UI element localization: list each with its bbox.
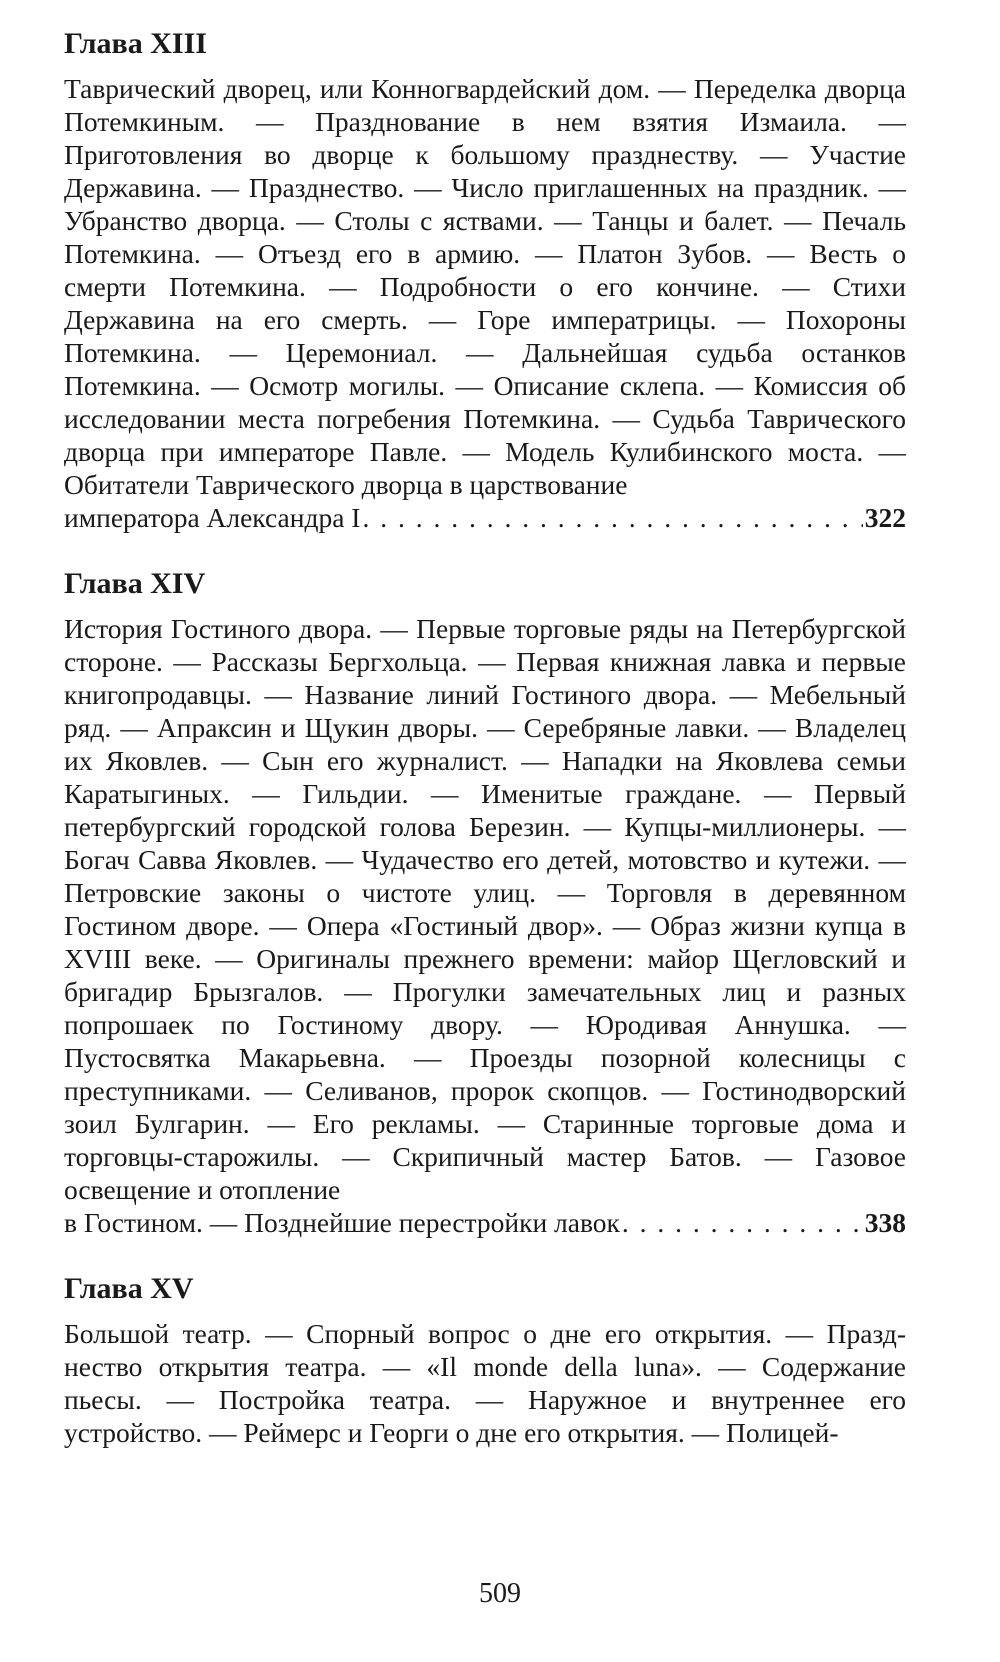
page-number: 509 [479, 1578, 521, 1609]
page-reference: 322 [864, 502, 906, 533]
chapter-title: Глава XV [64, 1272, 194, 1305]
chapter-summary-end: императора Александра I [64, 502, 361, 533]
chapter-xv [64, 1269, 906, 1449]
chapter-summary-end: в Гостином. — Позднейшие перестройки лавок [64, 1207, 620, 1238]
chapter-title: Глава XIII [64, 27, 207, 60]
toc-entry-line [64, 1206, 906, 1239]
chapter-xiv [64, 564, 906, 1239]
chapter-xiii [64, 24, 906, 534]
toc-page [64, 24, 906, 1479]
page-reference: 338 [864, 1207, 906, 1238]
dot-leader [362, 501, 862, 534]
dot-leader [622, 1206, 863, 1239]
chapter-title: Глава XIV [64, 567, 206, 600]
toc-entry-line [64, 501, 906, 534]
chapter-summary: Таврический дворец, или Конногвардейский дом. — Переделка дворца Потемкиным. — Празднование в нем взятия Измаила. — Приготовления во дворце к большому празднеству. — Участие Державина. — Празднество. — Число приглашенных на праздник. — Убранство дворца. — Столы с яствами. — Танцы и балет. — Печаль Потемкина. — Отъезд его в армию. — Платон Зубов. — Весть о смерти Потемкина. — Подробности о его кончине. — Стихи Державина на его смерть. — Горе императрицы. — Похороны Потемкина. — Церемониал. — Дальнейшая судьба останков Потемкина. — Осмотр могилы. — Описание склепа. — Комиссия об исследовании места погребения Потемкина. — Судьба Таврического дворца при императоре Павле. — Модель Кулибинского моста. — Обитатели Таврического дворца в царствование [64, 73, 906, 500]
chapter-summary: История Гостиного двора. — Первые торговые ряды на Петербургской стороне. — Рассказы Бергхольца. — Первая книжная лавка и первые книгопродавцы. — Название линий Гостиного двора. — Мебельный ряд. — Апраксин и Щукин дворы. — Серебряные лавки. — Владелец их Яковлев. — Сын его журналист. — Нападки на Яковлева семьи Каратыгиных. — Гильдии. — Именитые граждане. — Первый петербургский городской голова Березин. — Купцы-миллионеры. — Богач Савва Яковлев. — Чудачество его детей, мотовство и кутежи. — Петровские законы о чистоте улиц. — Торговля в деревянном Гостином дворе. — Опера «Гостиный двор». — Образ жизни купца в XVIII веке. — Оригиналы прежнего времени: майор Щегловский и бригадир Брызгалов. — Прогулки замечательных лиц и разных попрошаек по Гостиному двору. — Юродивая Аннушка. — Пустосвятка Макарьевна. — Проезды позорной колесницы с преступниками. — Селиванов, пророк скопцов. — Гостинодворский зоил Булгарин. — Его рекламы. — Старинные торговые дома и торговцы-старожилы. — Скрипичный мастер Батов. — Газовое освещение и отопление [64, 613, 906, 1205]
chapter-summary: Большой театр. — Спорный вопрос о дне его открытия. — Празднество открытия театра. — «Il monde della luna». — Содержание пьесы. — Постройка театра. — Наружное и внутреннее его устройство. — Реймерс и Георги о дне его открытия. — Полицей- [64, 1318, 906, 1448]
